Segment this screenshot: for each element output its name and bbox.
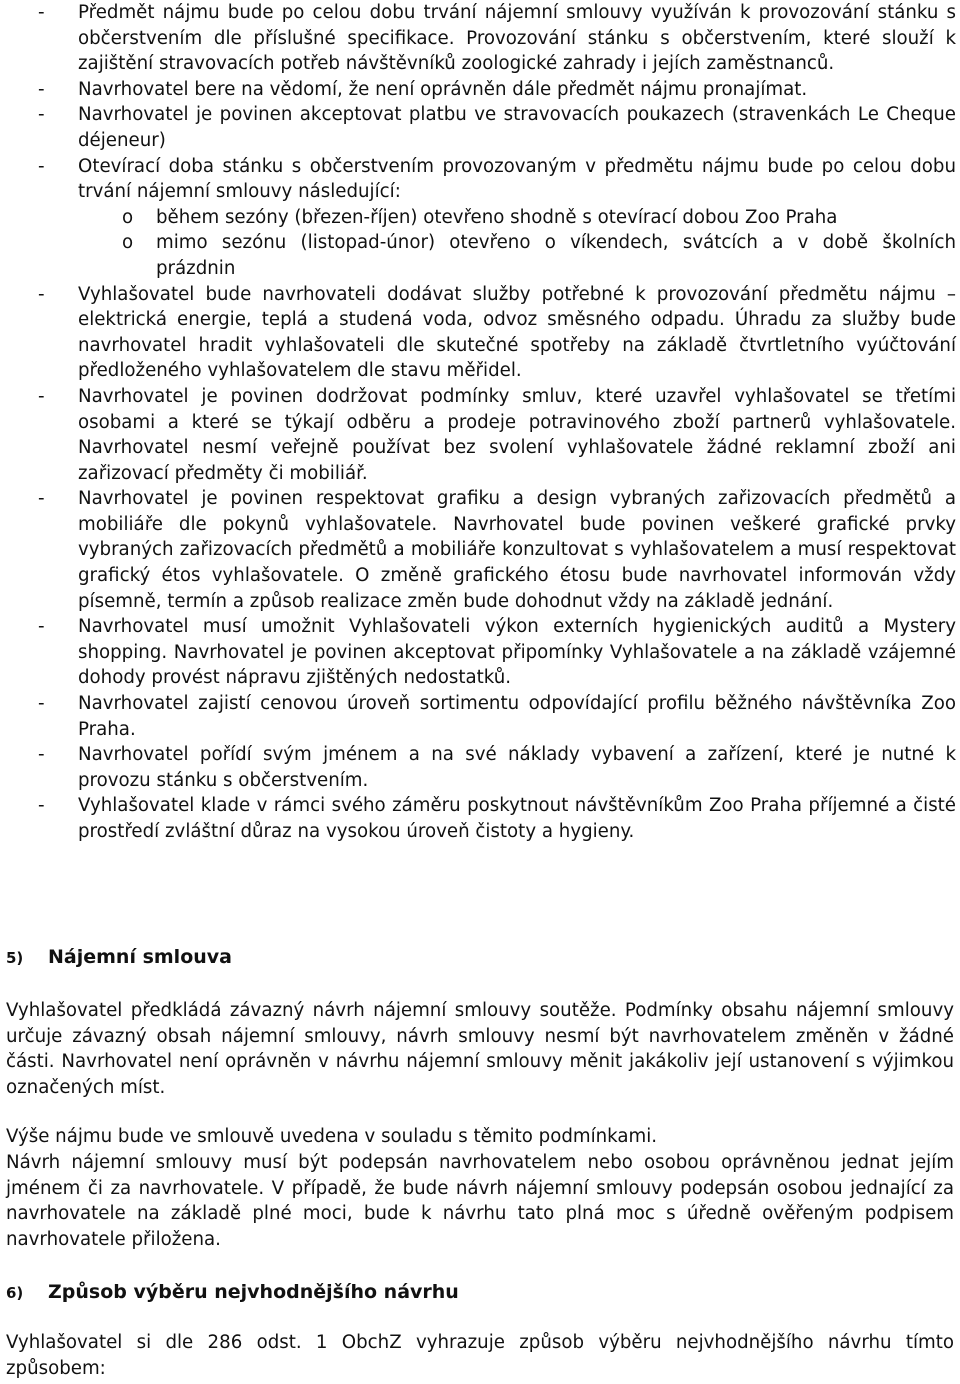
section-6-heading (6, 1280, 459, 1307)
sub-list-item (122, 205, 956, 231)
opening-hours-sublist (78, 205, 956, 282)
section-5-heading (6, 945, 232, 972)
list-dash: - (38, 155, 45, 177)
list-item (0, 486, 960, 614)
list-dash: - (38, 616, 45, 638)
section-5-paragraph-1: Vyhlašovatel předkládá závazný návrh nájemní smlouvy soutěže. Podmínky obsahu nájemní smlouvy určuje závazný obsah nájemní smlouvy, návrh smlouvy nesmí být navrhovatelem změněn v žádné části. Navrhovatel není oprávněn v návrhu nájemní smlouvy měnit jakákoliv její ustanovení s výjimkou označených míst. (6, 1000, 954, 1098)
list-item (0, 691, 960, 742)
list-item-text: Navrhovatel musí umožnit Vyhlašovateli výkon externích hygienických auditů a Mystery shopping. Navrhovatel je povinen akceptovat připomínky Vyhlašovatele a na základě vzájemné dohody provést nápravu zjištěných nedostatků. (78, 616, 956, 689)
section-6-paragraph-1: Vyhlašovatel si dle 286 odst. 1 ObchZ vyhrazuje způsob výběru nejvhodnějšího návrhu tímto způsobem: (6, 1332, 954, 1379)
section-title: Způsob výběru nejvhodnějšího návrhu (48, 1281, 459, 1303)
list-item-text: Navrhovatel pořídí svým jménem a na své náklady vybavení a zařízení, které je nutné k provozu stánku s občerstvením. (78, 744, 956, 791)
list-dash: - (38, 744, 45, 766)
list-dash: - (38, 795, 45, 817)
section-number: 6) (6, 1284, 24, 1302)
section-5-paragraph-2: Výše nájmu bude ve smlouvě uvedena v souladu s těmito podmínkami. (6, 1126, 658, 1147)
section-5-paragraph-3: Návrh nájemní smlouvy musí být podepsán navrhovatelem nebo osobou oprávněnou jednat jejím jménem či za navrhovatele. V případě, že bude návrh nájemní smlouvy podepsán osobou jednající za navrhovatele na základě plné moci, bude k návrhu tato plná moc s úředně ověřeným podpisem navrhovatele přiložena. (6, 1152, 954, 1250)
list-item-text: Navrhovatel je povinen akceptovat platbu ve stravovacích poukazech (stravenkách Le Cheque déjeneur) (78, 104, 956, 151)
list-dash: - (38, 78, 45, 100)
list-item-text: Navrhovatel je povinen dodržovat podmínky smluv, které uzavřel vyhlašovatel se třetími osobami a které se týkají odběru a prodeje potravinového zboží partnerů vyhlašovatele. Navrhovatel nesmí veřejně používat bez svolení vyhlašovatele žádné reklamní zboží ani zařizovací předměty či mobiliář. (78, 385, 956, 484)
list-item-text: Vyhlašovatel bude navrhovateli dodávat služby potřebné k provozování předmětu nájmu – elektrická energie, teplá a studená voda, odvoz směsného odpadu. Úhradu za služby bude navrhovatel hradit vyhlašovateli dle skutečné spotřeby na základě čtvrtletního vyúčtování předloženého vyhlašovatelem dle stavu měřidel. (78, 283, 956, 382)
list-dash: - (38, 385, 45, 407)
list-item (0, 742, 960, 793)
sub-bullet: o (122, 232, 134, 254)
list-item (0, 282, 960, 384)
list-item (0, 793, 960, 844)
list-dash: - (38, 2, 45, 23)
list-item-text: Navrhovatel zajistí cenovou úroveň sortimentu odpovídající profilu běžného návštěvníka Zoo Praha. (78, 693, 956, 740)
list-dash: - (38, 283, 45, 305)
list-item-text: Navrhovatel bere na vědomí, že není oprávněn dále předmět nájmu pronajímat. (78, 78, 808, 100)
sub-bullet: o (122, 206, 134, 228)
list-dash: - (38, 104, 45, 126)
list-dash: - (38, 488, 45, 510)
sub-list-item-text: během sezóny (březen-říjen) otevřeno shodně s otevírací dobou Zoo Praha (156, 206, 838, 228)
list-item (0, 154, 960, 282)
list-item-text: Předmět nájmu bude po celou dobu trvání nájemní smlouvy využíván k provozování stánku s občerstvením dle příslušné specifikace. Provozování stánku s občerstvením, které slouží k zajištění stravovacích potřeb návštěvníků zoologické zahrady i jejích zaměstnanců. (78, 2, 956, 75)
list-dash: - (38, 693, 45, 715)
list-item (0, 384, 960, 486)
list-item (0, 0, 960, 77)
section-title: Nájemní smlouva (48, 946, 232, 968)
list-item-text: Otevírací doba stánku s občerstvením provozovaným v předmětu nájmu bude po celou dobu trvání nájemní smlouvy následující: (78, 155, 956, 203)
sub-list-item (122, 230, 956, 281)
list-item (0, 102, 960, 153)
list-item-text: Navrhovatel je povinen respektovat grafiku a design vybraných zařizovacích předmětů a mobiliáře dle pokynů vyhlašovatele. Navrhovatel bude povinen veškeré grafické prvky vybraných zařizovacích předmětů a mobiliáře konzultovat s vyhlašovatelem a musí respektovat grafický étos vyhlašovatele. O změně grafického étosu bude navrhovatel informován vždy písemně, termín a způsob realizace změn bude dohodnut vždy na základě jednání. (78, 488, 956, 612)
list-item-text: Vyhlašovatel klade v rámci svého záměru poskytnout návštěvníkům Zoo Praha příjemné a čisté prostředí zvláštní důraz na vysokou úroveň čistoty a hygieny. (78, 795, 956, 842)
section-number: 5) (6, 949, 24, 967)
list-item (0, 77, 960, 103)
list-item (0, 614, 960, 691)
sub-list-item-text: mimo sezónu (listopad-únor) otevřeno o víkendech, svátcích a v době školních prázdnin (156, 232, 956, 279)
